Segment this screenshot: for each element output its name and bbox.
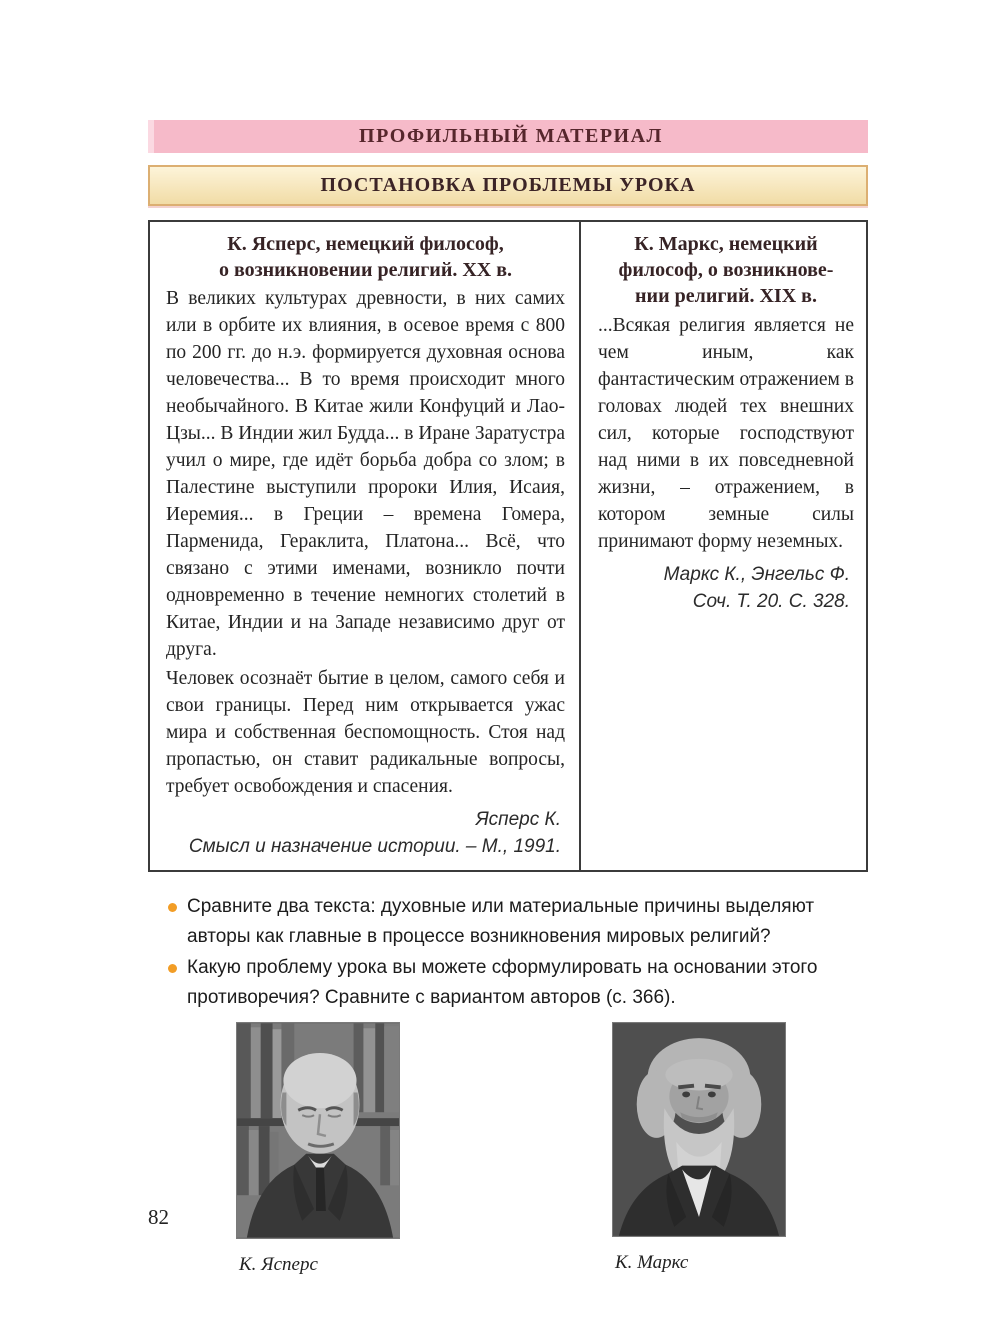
profile-material-banner xyxy=(148,120,868,153)
jaspers-attribution-source: Смысл и назначение истории. – М., 1991. xyxy=(188,836,561,857)
jaspers-quote-paragraph: Человек осознаёт бытие в целом, самого себя и свои границы. Перед ним открывается ужас мира и собственная беспомощность. Стоя над пропастью, он ставит радикальные вопросы, требует освобождения и спасения. xyxy=(166,668,565,797)
comparison-table xyxy=(148,220,868,872)
marx-attribution-source: Соч. Т. 20. С. 328. xyxy=(692,591,850,612)
lesson-problem-label: ПОСТАНОВКА ПРОБЛЕМЫ УРОКА xyxy=(320,174,696,196)
jaspers-attribution xyxy=(166,806,565,860)
marx-photo xyxy=(612,1022,786,1237)
marx-attribution-author: Маркс К., Энгельс Ф. xyxy=(663,564,850,585)
jaspers-caption: К. Ясперс xyxy=(239,1254,318,1275)
marx-quote-title xyxy=(598,231,854,309)
jaspers-title-line2: о возникновении религий. XX в. xyxy=(218,259,513,281)
profile-material-label: ПРОФИЛЬНЫЙ МАТЕРИАЛ xyxy=(359,125,663,147)
marx-quote-paragraph: ...Всякая религия является не чем иным, как фантастическим отражением в головах людей тех внешних сил, которые господствуют над ними в их повседневной жизни, – отражением, в котором земные силы принимают форму неземных. xyxy=(598,315,854,552)
marx-title-line1: К. Маркс, немецкий xyxy=(634,233,818,255)
question-text: Сравните два текста: духовные или материальные причины выделяют авторы как главные в процессе возникновения мировых религий? xyxy=(187,896,815,947)
marx-title-line2: философ, о возникнове- xyxy=(618,259,834,281)
bullet-icon xyxy=(168,903,177,912)
jaspers-figure xyxy=(236,1022,400,1276)
question-text: Какую проблему урока вы можете сформулировать на основании этого противоречия? Сравните с вариантом авторов (с. 366). xyxy=(187,957,818,1008)
marx-attribution xyxy=(598,561,854,615)
portraits-row xyxy=(148,1022,868,1276)
jaspers-quote-paragraph: В великих культурах древности, в них самих или в орбите их влияния, в осевое время с 800 по 200 гг. до н.э. формируется духовная основа человечества... В то время происходит много необычайного. В Китае жили Конфуций и Лао-Цзы... В Индии жил Будда... в Иране Заратустра учил о мире, где идёт борьба добра со злом; в Палестине выступили пророки Илия, Исаия, Иеремия... в Греции – времена Гомера, Парменида, Гераклита, Платона... Всё, что связано с этими именами, возникло почти одновременно в течение немногих столетий в Китае, Индии и на Западе независимо друг от друга. xyxy=(166,288,565,660)
jaspers-quote-title xyxy=(166,231,565,283)
marx-caption: К. Маркс xyxy=(615,1252,689,1273)
marx-quote-cell xyxy=(581,222,866,870)
marx-title-line3: нии религий. XIX в. xyxy=(635,285,817,307)
jaspers-attribution-author: Ясперс К. xyxy=(475,809,561,830)
lesson-questions xyxy=(148,892,868,1013)
bullet-icon xyxy=(168,964,177,973)
lesson-problem-banner xyxy=(148,165,868,206)
jaspers-quote-cell xyxy=(150,222,581,870)
page-content xyxy=(148,120,868,1276)
jaspers-title-line1: К. Ясперс, немецкий философ, xyxy=(227,233,504,255)
marx-figure xyxy=(612,1022,786,1276)
question-item xyxy=(148,953,868,1013)
question-item xyxy=(148,892,868,952)
page-number: 82 xyxy=(148,1205,169,1229)
jaspers-photo xyxy=(236,1022,400,1239)
